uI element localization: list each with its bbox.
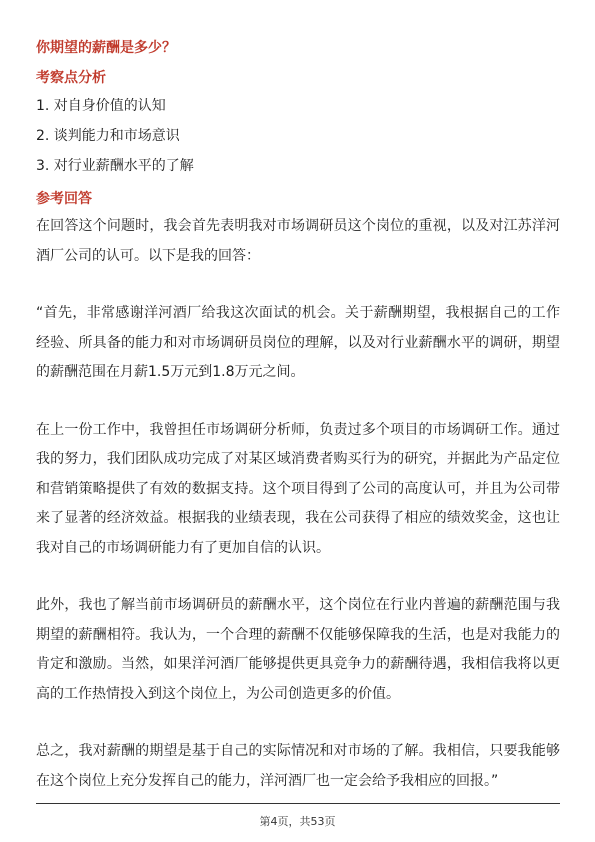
answer-paragraph: 在回答这个问题时，我会首先表明我对市场调研员这个岗位的重视，以及对江苏洋河酒厂公司的认可。以下是我的回答： xyxy=(36,218,560,264)
answer-paragraph: 此外，我也了解当前市场调研员的薪酬水平，这个岗位在行业内普遍的薪酬范围与我期望的薪酬相符。我认为，一个合理的薪酬不仅能够保障我的生活，也是对我能力的肯定和激励。当然，如果洋河酒厂能够提供更具竞争力的薪酬待遇，我相信我将以更高的工作热情投入到这个岗位上，为公司创造更多的价值。 xyxy=(36,597,560,702)
page-number: 第4页，共53页 xyxy=(259,815,336,828)
footer-divider xyxy=(36,803,560,804)
answer-body xyxy=(36,212,560,824)
analysis-heading: 考察点分析 xyxy=(36,70,106,86)
analysis-item: 1. 对自身价值的认知 xyxy=(36,98,166,114)
analysis-item: 2. 谈判能力和市场意识 xyxy=(36,128,180,144)
question-title: 你期望的薪酬是多少？ xyxy=(36,40,176,56)
analysis-item: 3. 对行业薪酬水平的了解 xyxy=(36,158,194,174)
answer-heading: 参考回答 xyxy=(36,191,92,207)
answer-paragraph: 总之，我对薪酬的期望是基于自己的实际情况和对市场的了解。我相信，只要我能够在这个岗位上充分发挥自己的能力，洋河酒厂也一定会给予我相应的回报。” xyxy=(36,743,560,789)
answer-paragraph: 在上一份工作中，我曾担任市场调研分析师，负责过多个项目的市场调研工作。通过我的努力，我们团队成功完成了对某区域消费者购买行为的研究，并据此为产品定位和营销策略提供了有效的数据支持。这个项目得到了公司的高度认可，并且为公司带来了显著的经济效益。根据我的业绩表现，我在公司获得了相应的绩效奖金，这也让我对自己的市场调研能力有了更加自信的认识。 xyxy=(36,421,560,556)
answer-paragraph: “首先，非常感谢洋河酒厂给我这次面试的机会。关于薪酬期望，我根据自己的工作经验、所具备的能力和对市场调研员岗位的理解，以及对行业薪酬水平的调研，期望的薪酬范围在月薪1.5万元到1.8万元之间。 xyxy=(36,305,560,380)
